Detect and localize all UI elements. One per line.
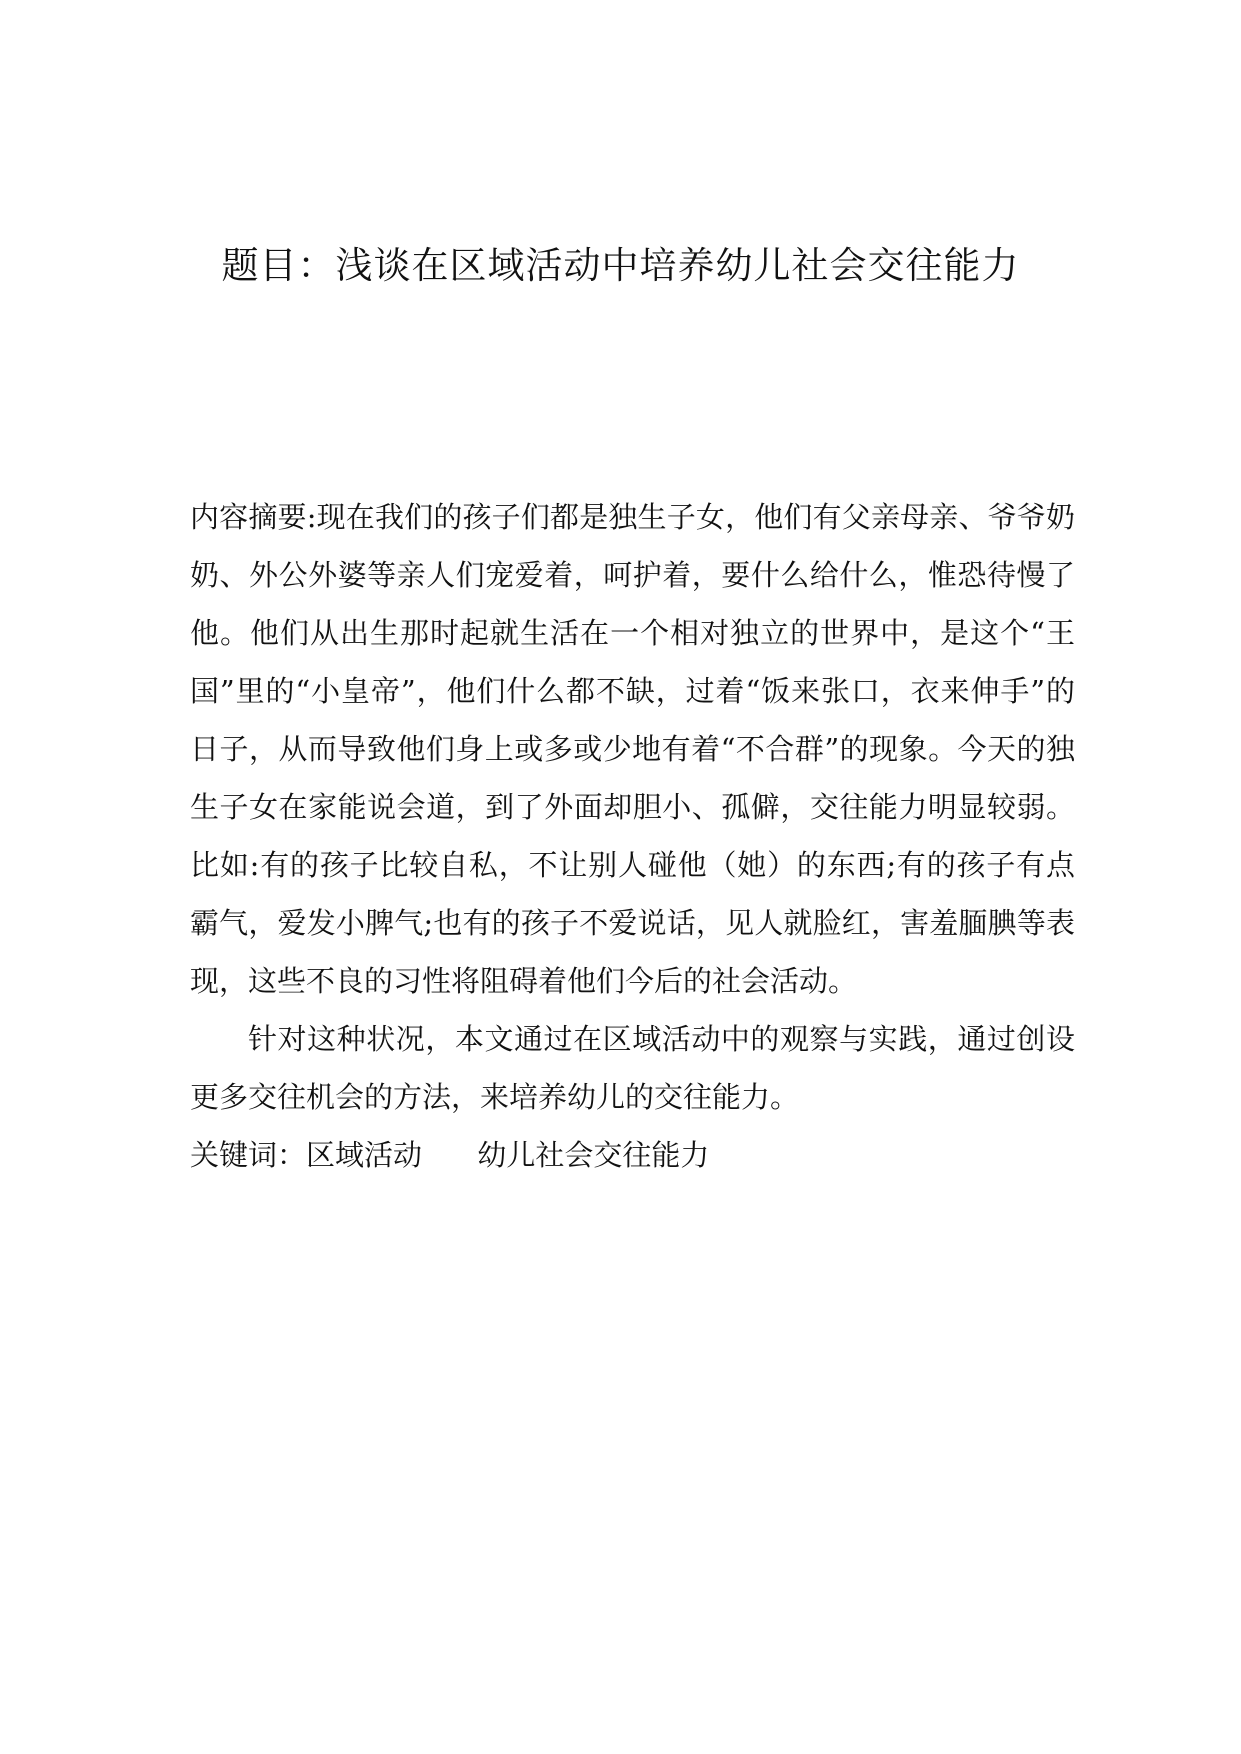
document-body (190, 488, 1075, 1184)
keywords-label: 关键词： (190, 1138, 307, 1172)
body-paragraph: 针对这种状况，本文通过在区域活动中的观察与实践，通过创设更多交往机会的方法，来培养幼儿的交往能力。 (190, 1022, 1075, 1114)
abstract-label: 内容摘要: (190, 500, 317, 534)
keywords-text: 区域活动 幼儿社会交往能力 (306, 1138, 710, 1172)
abstract-text: 现在我们的孩子们都是独生子女，他们有父亲母亲、爷爷奶奶、外公外婆等亲人们宠爱着，呵护着，要什么给什么，惟恐待慢了他。他们从出生那时起就生活在一个相对独立的世界中，是这个“王国”里的“小皇帝”，他们什么都不缺，过着“饭来张口，衣来伸手”的日子，从而导致他们身上或多或少地有着“不合群”的现象。今天的独生子女在家能说会道，到了外面却胆小、孤僻，交往能力明显较弱。比如:有的孩子比较自私，不让别人碰他（她）的东西;有的孩子有点霸气，爱发小脾气;也有的孩子不爱说话，见人就脸红，害羞腼腆等表现，这些不良的习性将阻碍着他们今后的社会活动。 (190, 500, 1075, 998)
keywords-line (190, 1126, 1075, 1184)
abstract-paragraph (190, 488, 1075, 1010)
document-title: 题目：浅谈在区域活动中培养幼儿社会交往能力 (221, 244, 1020, 287)
